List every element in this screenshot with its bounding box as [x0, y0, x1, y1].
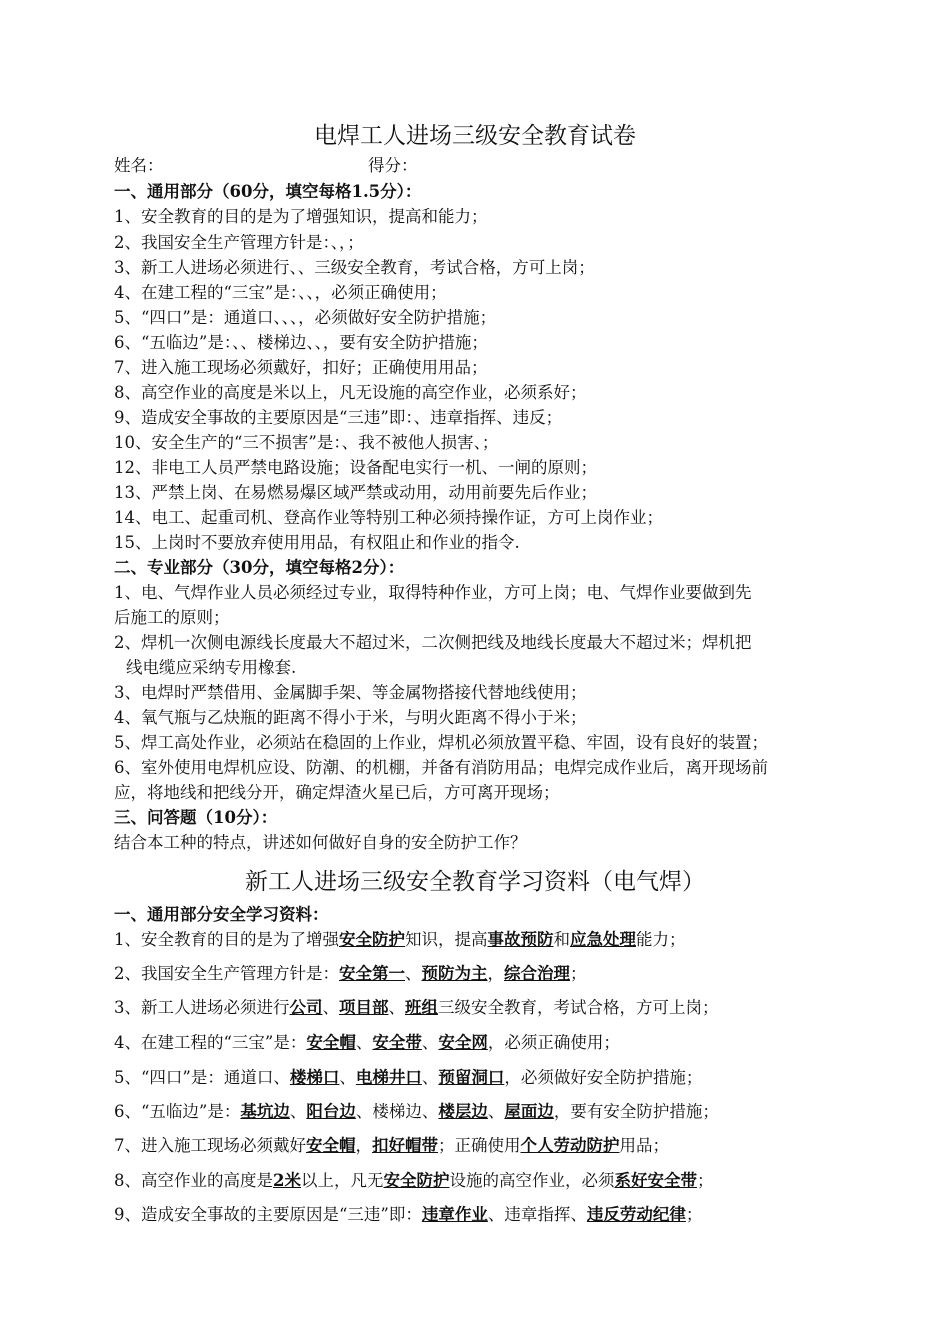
name-label: 姓名： [114, 156, 164, 175]
exam-q10: 10、安全生产的“三不损害”是：、我不被他人损害、； [114, 433, 499, 452]
item-text: 7、进入施工现场必须戴好 [114, 1136, 306, 1155]
item-text: 6、“五临边”是： [114, 1102, 241, 1121]
study-title: 新工人进场三级安全教育学习资料（电气焊） [245, 869, 705, 895]
answer-text: 基坑边 [240, 1102, 290, 1121]
item-text: 、 [339, 1068, 356, 1087]
exam-q14: 14、电工、起重司机、登高作业等特别工种必须持操作证，方可上岗作业； [114, 508, 663, 527]
exam-q4: 4、在建工程的“三宝”是：、、，必须正确使用； [114, 283, 447, 302]
exam-s2-q6-line2: 应，将地线和把线分开，确定焊渣火星已后，方可离开现场； [114, 783, 560, 802]
exam-s3-question: 结合本工种的特点，讲述如何做好自身的安全防护工作？ [114, 833, 527, 852]
item-text: 、 [487, 1102, 505, 1121]
answer-text: 违章作业 [421, 1205, 488, 1224]
study-item-3 [114, 997, 854, 1019]
item-text: 9、造成安全事故的主要原因是“三违”即： [114, 1205, 422, 1224]
exam-q9: 9、造成安全事故的主要原因是“三违”即：、违章指挥、违反； [114, 408, 563, 427]
item-text: 5、“四口”是：通道口、 [114, 1068, 290, 1087]
answer-text: 楼梯口 [289, 1068, 340, 1087]
answer-text: 预防为主 [421, 964, 488, 983]
item-text: 、 [388, 998, 405, 1017]
item-text: 设施的高空作业，必须 [449, 1171, 615, 1190]
study-section1-title: 一、通用部分安全学习资料： [114, 905, 329, 924]
item-text: 用品； [619, 1136, 669, 1155]
item-text: 8、高空作业的高度是 [114, 1171, 273, 1190]
exam-q5: 5、“四口”是：通道口、、、，必须做好安全防护措施； [114, 308, 497, 327]
item-text: 、 [355, 1033, 373, 1052]
item-text: ， [355, 1136, 372, 1155]
item-text: 、楼梯边、 [355, 1102, 439, 1121]
exam-s2-q3: 3、电焊时严禁借用、金属脚手架、等金属物搭接代替地线使用； [114, 683, 587, 702]
answer-text: 安全帽 [306, 1033, 356, 1052]
answer-text: 安全防护 [383, 1171, 450, 1190]
item-text: 、 [421, 1068, 439, 1087]
item-text: 知识，提高 [405, 930, 488, 949]
answer-text: 事故预防 [487, 930, 554, 949]
answer-text: 楼层边 [438, 1102, 488, 1121]
item-text: 以上，凡无 [300, 1171, 384, 1190]
item-text: 三级安全教育，考试合格，方可上岗； [438, 998, 719, 1017]
score-label: 得分： [368, 156, 418, 175]
name-score-row [114, 155, 854, 177]
item-text: ； [685, 1205, 703, 1224]
answer-text: 扣好 [372, 1136, 405, 1155]
exam-title: 电焊工人进场三级安全教育试卷 [314, 123, 636, 149]
study-item-7 [114, 1135, 854, 1157]
exam-q7: 7、进入施工现场必须戴好，扣好；正确使用用品； [114, 358, 488, 377]
exam-q15: 15、上岗时不要放弃使用用品，有权阻止和作业的指令. [114, 533, 520, 552]
exam-q3: 3、新工人进场必须进行、、三级安全教育，考试合格，方可上岗； [114, 258, 595, 277]
study-item-2 [114, 963, 854, 985]
item-text: 能力； [636, 930, 686, 949]
exam-s2-q2-line1: 2、焊机一次侧电源线长度最大不超过米，二次侧把线及地线长度最大不超过米；焊机把 [114, 633, 752, 652]
exam-s2-q6-line1: 6、室外使用电焊机应设、防潮、的机棚，并备有消防用品；电焊完成作业后，离开现场前 [114, 758, 768, 777]
item-text: 、 [322, 998, 339, 1017]
exam-q8: 8、高空作业的高度是米以上，凡无设施的高空作业，必须系好； [114, 383, 587, 402]
item-text: ； [570, 964, 587, 983]
answer-text: 安全帽 [306, 1136, 356, 1155]
study-item-4 [114, 1032, 854, 1054]
item-text: ，必须做好安全防护措施； [504, 1068, 703, 1087]
item-text: ，要有安全防护措施； [553, 1102, 719, 1121]
answer-text: 安全网 [438, 1033, 488, 1052]
answer-text: 帽带 [405, 1136, 438, 1155]
answer-text: 公司 [289, 998, 323, 1017]
exam-q13: 13、严禁上岗、在易燃易爆区域严禁或动用，动用前要先后作业； [114, 483, 597, 502]
item-text: 、 [289, 1102, 307, 1121]
answer-text: 班组 [405, 998, 438, 1017]
item-text: ，必须正确使用； [487, 1033, 620, 1052]
exam-q1: 1、安全教育的目的是为了增强知识，提高和能力； [114, 207, 488, 226]
study-item-9 [114, 1204, 854, 1226]
item-text: ；正确使用 [438, 1136, 521, 1155]
item-text: 2、我国安全生产管理方针是： [114, 964, 339, 983]
item-text: ； [696, 1171, 714, 1190]
answer-text: 预留洞口 [438, 1068, 505, 1087]
answer-text: 安全带 [372, 1033, 422, 1052]
study-item-1 [114, 929, 854, 951]
exam-section2-title: 二、专业部分（30分，填空每格2分）： [114, 558, 405, 577]
answer-text: 项目部 [339, 998, 389, 1017]
answer-text: 违反劳动纪律 [586, 1205, 686, 1224]
item-text: 、 [421, 1033, 439, 1052]
answer-text: 屋面边 [504, 1102, 554, 1121]
exam-s2-q1-line2: 后施工的原则； [114, 608, 230, 627]
exam-section3-title: 三、问答题（10分）： [114, 808, 278, 827]
answer-text: 系好安全带 [614, 1171, 697, 1190]
exam-q6: 6、“五临边”是：、、楼梯边、、，要有安全防护措施； [114, 333, 488, 352]
study-item-6 [114, 1101, 854, 1123]
answer-text: 应急处理 [570, 930, 636, 949]
answer-text: 阳台边 [306, 1102, 356, 1121]
answer-text: 个人劳动防护 [520, 1136, 620, 1155]
item-text: 3、新工人进场必须进行 [114, 998, 290, 1017]
exam-s2-q2-line2: 线电缆应采纳专用橡套. [126, 658, 297, 677]
item-text: 1、安全教育的目的是为了增强 [114, 930, 339, 949]
exam-s2-q1-line1: 1、电、气焊作业人员必须经过专业，取得特种作业，方可上岗；电、气焊作业要做到先 [114, 583, 752, 602]
exam-section1-title: 一、通用部分（60分，填空每格1.5分）： [114, 182, 422, 201]
study-item-8 [114, 1170, 854, 1192]
answer-text: 电梯井口 [355, 1068, 422, 1087]
answer-text: 安全第一 [339, 964, 405, 983]
item-text: 和 [553, 930, 570, 949]
answer-text: 综合治理 [504, 964, 570, 983]
exam-q12: 12、非电工人员严禁电路设施；设备配电实行一机、一闸的原则； [114, 458, 597, 477]
item-text: ， [487, 964, 504, 983]
item-text: 、 [405, 964, 422, 983]
item-text: 4、在建工程的“三宝”是： [114, 1033, 307, 1052]
exam-q2: 2、我国安全生产管理方针是：、，； [114, 233, 364, 252]
study-item-5 [114, 1067, 854, 1089]
item-text: 、违章指挥、 [487, 1205, 587, 1224]
answer-text: 2米 [273, 1171, 301, 1190]
exam-s2-q4: 4、氧气瓶与乙炔瓶的距离不得小于米，与明火距离不得小于米； [114, 708, 587, 727]
exam-s2-q5: 5、焊工高处作业，必须站在稳固的上作业，焊机必须放置平稳、牢固，设有良好的装置； [114, 733, 768, 752]
answer-text: 安全防护 [339, 930, 405, 949]
